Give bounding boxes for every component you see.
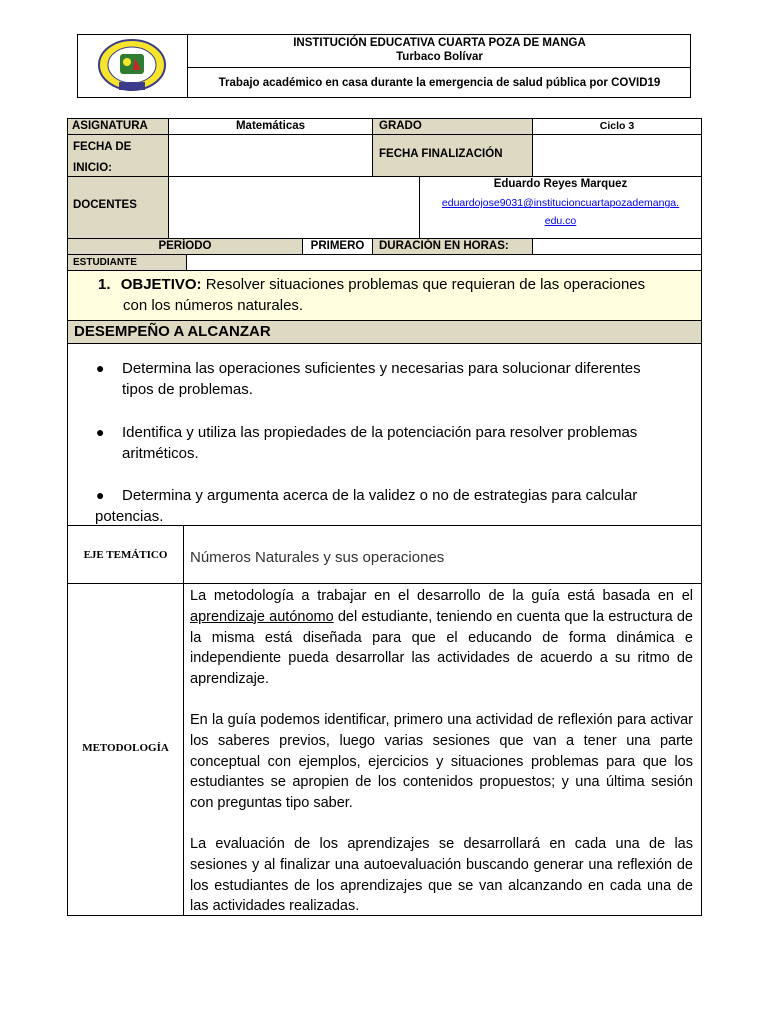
bullet-icon: ● bbox=[96, 360, 105, 376]
periodo-label: PERÍODO bbox=[67, 238, 303, 255]
asignatura-label: ASIGNATURA bbox=[67, 118, 169, 135]
objective-text-line1: Resolver situaciones problemas que requieran de las operaciones bbox=[201, 276, 646, 293]
metodologia-paragraph-3: La evaluación de los aprendizajes se desarrollará en cada una de las sesiones y al finalizar una autoevaluación buscando generar una reflexión de los estudiantes de los aprendizajes que se van alcanzando en cada una de las actividades realizadas. bbox=[190, 835, 693, 915]
grado-label: GRADO bbox=[372, 118, 533, 135]
estudiante-value[interactable] bbox=[186, 254, 702, 271]
desempeno-item: ● Identifica y utiliza las propiedades de la potenciación para resolver problemas aritméticos. bbox=[96, 424, 638, 462]
duracion-label: DURACIÓN EN HORAS: bbox=[372, 238, 533, 255]
objective-number: 1. bbox=[98, 276, 111, 293]
header-logo-cell bbox=[77, 34, 188, 98]
objective-box bbox=[67, 270, 702, 321]
desempeno-list-box bbox=[67, 343, 702, 526]
duracion-value[interactable] bbox=[532, 238, 702, 255]
fecha-inicio-label: FECHA DE INICIO: bbox=[67, 134, 169, 177]
periodo-value: PRIMERO bbox=[302, 238, 373, 255]
eje-label: EJE TEMÁTICO bbox=[67, 525, 184, 584]
header-subtitle: Trabajo académico en casa durante la emergencia de salud pública por COVID19 bbox=[218, 77, 661, 89]
metodologia-paragraph-2: En la guía podemos identificar, primero una actividad de reflexión para activar los saberes previos, luego varias sesiones que van a tener una parte conceptual con ejemplos, ejercicios y situaciones problemas para que los estudiantes se apropien de los contenidos propuestos; y una última sesión con preguntas tipo saber. bbox=[190, 711, 693, 812]
header-divider bbox=[188, 67, 691, 68]
bullet-icon: ● bbox=[96, 424, 105, 440]
institution-name: INSTITUCIÓN EDUCATIVA CUARTA POZA DE MANGA bbox=[293, 37, 586, 49]
docente-email-link[interactable]: eduardojose9031@institucioncuartapozademanga. bbox=[441, 197, 680, 209]
desempeno-item: ● Determina y argumenta acerca de la validez o no de estrategias para calcular potencias. bbox=[95, 487, 638, 525]
docente-name: Eduardo Reyes Marquez bbox=[493, 178, 628, 190]
school-crest-logo bbox=[97, 38, 167, 94]
institution-city: Turbaco Bolívar bbox=[396, 51, 483, 63]
desempeno-item: ● Determina las operaciones suficientes y necesarias para solucionar diferentes tipos de problemas. bbox=[96, 360, 641, 398]
aprendizaje-autonomo-underlined: aprendizaje autónomo bbox=[190, 608, 334, 625]
objective-label: OBJETIVO: bbox=[120, 276, 202, 293]
eje-value: Números Naturales y sus operaciones bbox=[183, 525, 702, 584]
objective-text-line2: con los números naturales. bbox=[123, 297, 304, 314]
fecha-fin-value[interactable] bbox=[532, 134, 702, 177]
desempeno-title: DESEMPEÑO A ALCANZAR bbox=[67, 320, 702, 344]
estudiante-label: ESTUDIANTE bbox=[67, 254, 187, 271]
desempeno-list bbox=[68, 358, 698, 527]
docente-email-link-cont[interactable]: edu.co bbox=[544, 215, 577, 227]
fecha-inicio-value[interactable] bbox=[168, 134, 373, 177]
metodologia-paragraph-1: La metodología a trabajar en el desarrollo de la guía está basada en el aprendizaje autónomo del estudiante, teniendo en cuenta que la estructura de la misma está diseñada para que el educando de forma dinámica e independiente pueda desarrollar las actividades de acuerdo a su ritmo de aprendizaje. bbox=[190, 588, 693, 688]
bullet-icon: ● bbox=[96, 487, 105, 503]
docentes-label: DOCENTES bbox=[67, 176, 169, 239]
docentes-empty bbox=[168, 176, 420, 239]
header-title-cell bbox=[188, 34, 691, 98]
asignatura-value: Matemáticas bbox=[168, 118, 373, 135]
metodologia-content bbox=[183, 583, 702, 916]
metodologia-label: METODOLOGÍA bbox=[67, 583, 184, 916]
docente-info bbox=[419, 176, 702, 239]
grado-value: Ciclo 3 bbox=[532, 118, 702, 135]
fecha-fin-label: FECHA FINALIZACIÓN bbox=[372, 134, 533, 177]
